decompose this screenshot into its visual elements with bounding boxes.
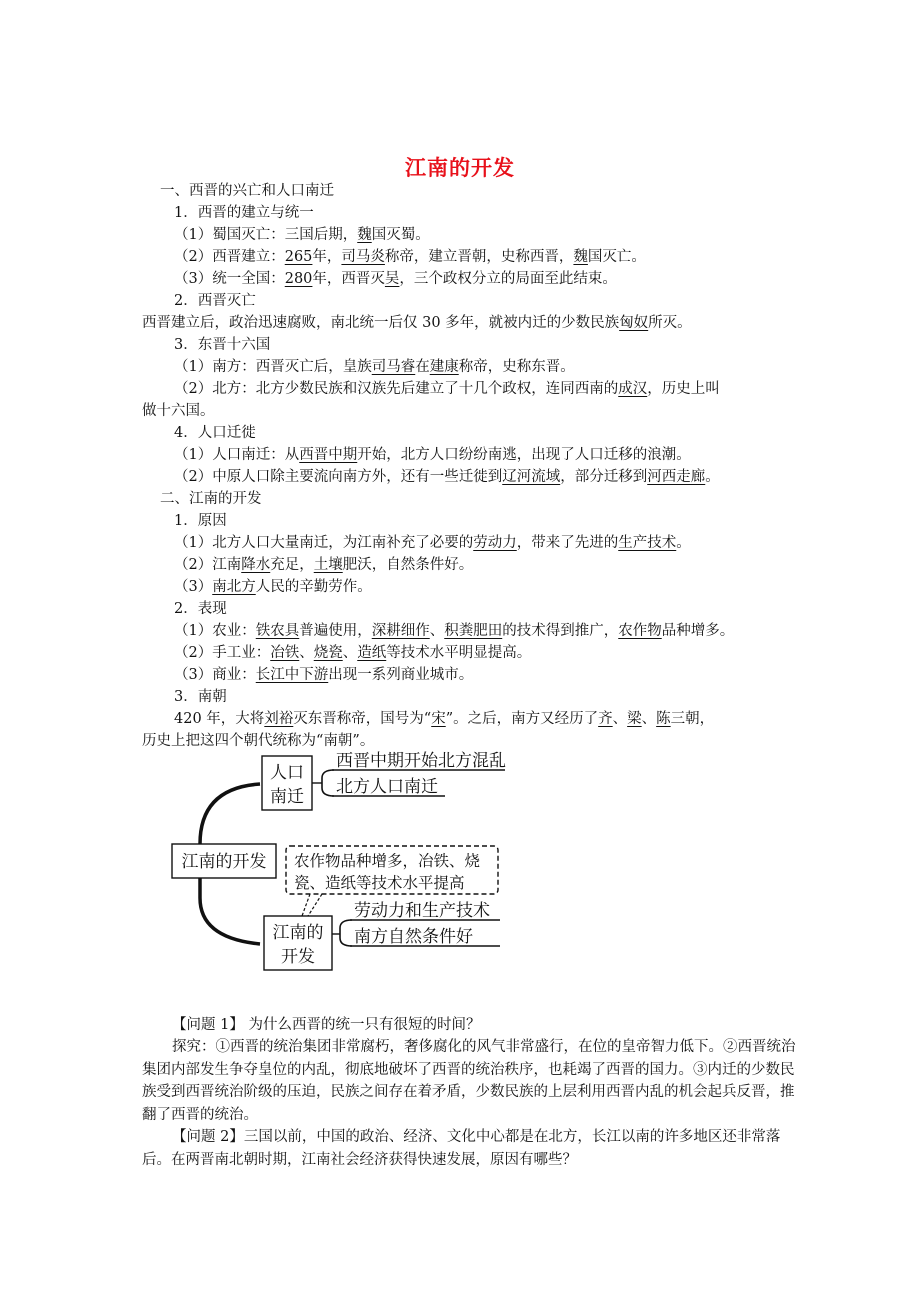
text: 所灭。 (648, 315, 692, 331)
text: 三朝， (670, 711, 715, 727)
answer: 魏 (573, 249, 588, 265)
text: 肥沃，自然条件好。 (342, 557, 474, 573)
answer: 265 (284, 249, 313, 265)
answer: 造纸 (357, 645, 387, 661)
text: （2）手工业： (174, 645, 271, 661)
text: 。 (705, 469, 720, 485)
text: 的技术得到推广， (502, 623, 619, 639)
answer: 南北方 (212, 579, 256, 595)
text: （2）江南 (174, 557, 242, 573)
answer: 长江中下游 (255, 667, 329, 683)
text: （1）北方人口大量南迁，为江南补充了必要的 (174, 535, 474, 551)
text: 国灭蜀。 (371, 227, 430, 243)
branch2-label-line1: 江南的 (272, 923, 324, 943)
text: 。 (676, 535, 691, 551)
answer: 辽河流域 (502, 469, 561, 485)
line-1-1-c (174, 268, 834, 290)
text: （2）北方：北方少数民族和汉族先后建立了十几个政权，连同西南的 (174, 381, 619, 397)
line-1-4-a (174, 444, 834, 466)
answer: 司马睿 (371, 359, 416, 375)
question-2-text: 三国以前，中国的政治、经济、文化中心都是在北方，长江以南的许多地区还非常落后。在两晋南北朝时期，江南社会经济获得快速发展，原因有哪些？ (142, 1129, 781, 1168)
text: 灭东晋称帝，国号为“ (293, 711, 432, 727)
text: 在 (415, 359, 430, 375)
branch1-bracket (322, 770, 334, 796)
question-1-answer: 探究：①西晋的统治集团非常腐朽，奢侈腐化的风气非常盛行，在位的皇帝智力低下。②西晋统治集团内部发生争夺皇位的内乱，彻底地破坏了西晋的统治秩序，也耗竭了西晋的国力。③内迁的少数民族受到西晋统治阶级的压迫，民族之间存在着矛盾，少数民族的上层利用西晋内乱的机会起兵反晋，推翻了西晋的统治。 (142, 1039, 796, 1123)
answer: 成汉 (618, 381, 648, 397)
text: 称帝，建立晋朝，史称西晋， (384, 249, 574, 265)
text: （1）农业： (174, 623, 256, 639)
text: （2）中原人口除主要流向南方外，还有一些迁徙到 (174, 469, 503, 485)
mind-map-diagram (160, 748, 520, 988)
line-1-3-b (174, 378, 834, 400)
text: 、 (641, 711, 657, 727)
answer: 刘裕 (264, 711, 294, 727)
line-1-3-b2: 做十六国。 (142, 403, 215, 419)
line-1-3-a (174, 356, 834, 378)
text: 、 (342, 645, 358, 661)
line-2-3-b: 历史上把这四个朝代统称为“南朝”。 (142, 733, 375, 749)
text: 年，西晋灭 (312, 271, 385, 287)
text: （1）南方：西晋灭亡后，皇族 (174, 359, 372, 375)
line-2-2-c (174, 664, 834, 686)
branch2-label-line2: 开发 (281, 947, 315, 967)
branch2-item-b: 南方自然条件好 (354, 927, 473, 947)
text: 人民的辛勤劳作。 (255, 579, 372, 595)
branch1-item-a: 西晋中期开始北方混乱 (336, 751, 506, 771)
line-1-1-a (174, 224, 834, 246)
subheading-1-2: 2．西晋灭亡 (174, 293, 256, 309)
branch2-item-a: 劳动力和生产技术 (354, 901, 490, 921)
question-2 (142, 1126, 802, 1171)
branch1-label-line1: 人口 (270, 763, 304, 783)
answer: 深耕细作 (371, 623, 430, 639)
text: （1）人口南迁：从 (174, 447, 300, 463)
text: 、 (299, 645, 314, 661)
line-2-1-b (174, 554, 834, 576)
text: 西晋建立后，政治迅速腐败，南北统一后仅 30 多年，就被内迁的少数民族 (142, 315, 620, 331)
subheading-1-4: 4．人口迁徙 (174, 425, 256, 441)
answer: 冶铁 (270, 645, 300, 661)
answer: 烧瓷 (313, 645, 343, 661)
center-node-label: 江南的开发 (181, 852, 267, 872)
subheading-2-3: 3．南朝 (174, 689, 227, 705)
answer: 积粪肥田 (444, 623, 503, 639)
text: （1）蜀国灭亡：三国后期， (174, 227, 358, 243)
answer: 建康 (429, 359, 459, 375)
text: ，部分迁移到 (560, 469, 648, 485)
callout-line2: 瓷、造纸等技术水平提高 (294, 874, 465, 892)
text: ，带来了先进的 (516, 535, 619, 551)
text: 国灭亡。 (587, 249, 646, 265)
text: 等技术水平明显提高。 (386, 645, 532, 661)
branch1-label-line2: 南迁 (270, 787, 304, 807)
answer: 铁农具 (255, 623, 300, 639)
page-title: 江南的开发 (405, 156, 515, 180)
line-2-2-a (174, 620, 834, 642)
answer: 陈 (656, 711, 671, 727)
branch1-item-b: 北方人口南迁 (336, 777, 438, 797)
text: 称帝，史称东晋。 (458, 359, 575, 375)
answer: 宋 (431, 711, 446, 727)
answer: 降水 (241, 557, 271, 573)
answer: 魏 (357, 227, 372, 243)
callout-pointer (302, 894, 322, 916)
text: 开始，北方人口纷纷南逃，出现了人口迁移的浪潮。 (357, 447, 691, 463)
line-2-3-a (174, 708, 834, 730)
answer: 河西走廊 (647, 469, 706, 485)
answer: 劳动力 (473, 535, 517, 551)
answer: 梁 (627, 711, 642, 727)
text: ，三个政权分立的局面至此结束。 (399, 271, 617, 287)
line-2-1-c (174, 576, 834, 598)
text: （3）统一全国： (174, 271, 285, 287)
line-1-4-b (174, 466, 834, 488)
answer: 土壤 (313, 557, 343, 573)
text: 年， (312, 249, 342, 265)
line-2-1-a (174, 532, 834, 554)
section-heading-2: 二、江南的开发 (160, 491, 262, 507)
text: 420 年，大将 (174, 711, 265, 727)
section-heading-1: 一、西晋的兴亡和人口南迁 (160, 183, 334, 199)
callout-line1: 农作物品种增多，冶铁、烧 (294, 852, 481, 870)
answer: 西晋中期 (299, 447, 358, 463)
answer: 吴 (384, 271, 400, 287)
answer: 生产技术 (618, 535, 677, 551)
text: 充足， (270, 557, 314, 573)
line-1-2-a (142, 312, 802, 334)
text: 普遍使用， (299, 623, 372, 639)
text: （3）商业： (174, 667, 256, 683)
text: 、 (429, 623, 445, 639)
text: 品种增多。 (661, 623, 735, 639)
subheading-2-1: 1．原因 (174, 513, 227, 529)
answer: 280 (284, 271, 313, 287)
text: 出现一系列商业城市。 (328, 667, 474, 683)
question-2-label: 【问题 2】 (172, 1129, 244, 1145)
answer: 齐 (598, 711, 613, 727)
answer: 农作物 (618, 623, 662, 639)
subheading-1-1: 1．西晋的建立与统一 (174, 205, 314, 221)
text: ”。之后，南方又经历了 (445, 711, 599, 727)
question-1-text: 为什么西晋的统一只有很短的时间？ (243, 1017, 481, 1033)
text: （3） (174, 579, 213, 595)
answer: 司马炎 (341, 249, 385, 265)
line-2-2-b (174, 642, 834, 664)
question-1-label: 【问题 1】 (172, 1017, 244, 1033)
text: （2）西晋建立： (174, 249, 285, 265)
branch2-bracket (340, 920, 352, 946)
question-1 (142, 1014, 802, 1037)
subheading-2-2: 2．表现 (174, 601, 227, 617)
text: 、 (612, 711, 628, 727)
text: ，历史上叫 (647, 381, 720, 397)
answer: 匈奴 (619, 315, 649, 331)
subheading-1-3: 3．东晋十六国 (174, 337, 271, 353)
line-1-1-b (174, 246, 834, 268)
